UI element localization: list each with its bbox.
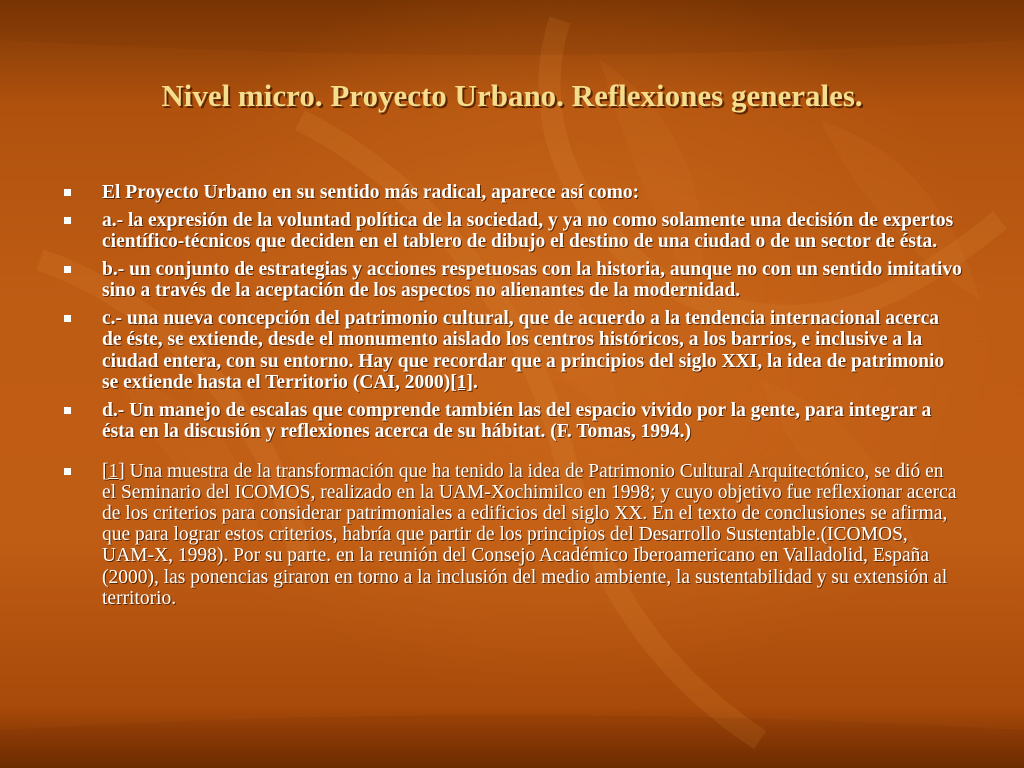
square-bullet-icon (64, 407, 71, 414)
bullet-item (62, 182, 962, 204)
footnote (102, 461, 962, 609)
footnote-text: Una muestra de la transformación que ha tenido la idea de Patrimonio Cultural Arquitectónico, se dió en el Seminario del ICOMOS, realizado en la UAM-Xochimilco en 1998; y cuyo objetivo fue reflexionar acerca de los criterios para considerar patrimoniales a edificios del siglo XX. En el texto de conclusiones se afirma, que para lograr estos criterios, habría que partir de los principios del Desarrollo Sustentable.(ICOMOS, UAM-X, 1998). Por su parte. en la reunión del Consejo Académico Iberoamericano en Valladolid, España (2000), las ponencias giraron en torno a la inclusión del medio ambiente, la sustentabilidad y su extensión al territorio. (102, 460, 957, 609)
square-bullet-icon (64, 468, 71, 475)
bullet-item-footnote (62, 461, 962, 609)
bullet-item (62, 259, 962, 302)
square-bullet-icon (64, 189, 71, 196)
bullet-item (62, 210, 962, 253)
bullet-text: El Proyecto Urbano en su sentido más radical, aparece así como: (102, 182, 640, 203)
bullet-text: a.- la expresión de la voluntad política de la sociedad, y ya no como solamente una decisión de expertos científico-técnicos que deciden en el tablero de dibujo el destino de una ciudad o de un sector de ésta. (102, 209, 954, 252)
bullet-text: b.- un conjunto de estrategias y acciones respetuosas con la historia, aunque no con un sentido imitativo sino a través de la aceptación de los aspectos no alienantes de la modernidad. (102, 258, 962, 301)
square-bullet-icon (64, 315, 71, 322)
bullet-item (62, 308, 962, 394)
bullet-item (62, 400, 962, 443)
square-bullet-icon (64, 266, 71, 273)
bullet-text-end: . (473, 372, 478, 393)
footnote-number-link[interactable]: [1] (102, 460, 125, 482)
bullet-text: d.- Un manejo de escalas que comprende también las del espacio vivido por la gente, para integrar a ésta en la discusión y reflexiones acerca de su hábitat. (F. Tomas, 1994.) (102, 399, 932, 442)
bullet-list (62, 182, 962, 615)
bullet-text: c.- una nueva concepción del patrimonio cultural, que de acuerdo a la tendencia internacional acerca de éste, se extiende, desde el monumento aislado los centros históricos, a los barrios, e inclusive a la ciudad entera, con su entorno. Hay que recordar que a principios del siglo XXI, la idea de patrimonio se extiende hasta el Territorio (CAI, 2000) (102, 307, 945, 393)
bullet-text-wrapper (102, 308, 944, 394)
slide-title: Nivel micro. Proyecto Urbano. Reflexiones generales. (161, 78, 863, 113)
square-bullet-icon (64, 217, 71, 224)
footnote-reference-link[interactable]: [1] (450, 372, 473, 393)
